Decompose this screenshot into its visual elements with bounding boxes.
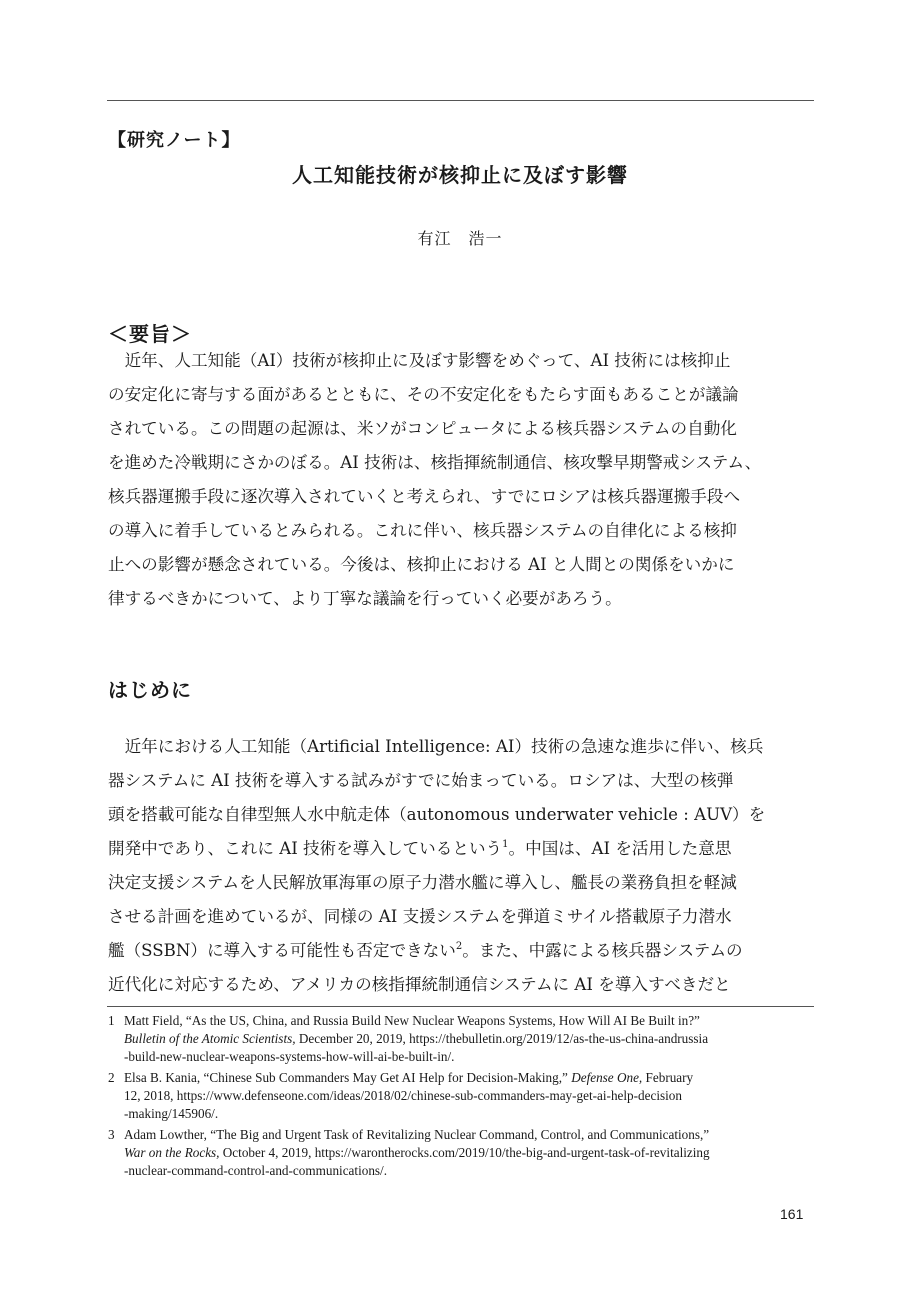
footnote-line: Adam Lowther, “The Big and Urgent Task of Revitalizing Nuclear Command, Control, and Communications,” [124, 1127, 710, 1142]
intro-line [108, 934, 814, 968]
footnote-url-tail[interactable]: -nuclear-command-control-and-communications/. [124, 1163, 388, 1178]
abstract-line: 近年、人工知能（AI）技術が核抑止に及ぼす影響をめぐって、AI 技術には核抑止 [124, 351, 731, 370]
footnote-number: 2 [108, 1070, 115, 1085]
page-number: 161 [780, 1206, 804, 1222]
intro-body [108, 730, 814, 1002]
article-title: 人工知能技術が核抑止に及ぼす影響 [292, 163, 628, 187]
intro-line-text: 艦（SSBN）に導入する可能性も否定できない [108, 941, 456, 960]
footnote-ref-1[interactable]: 1 [502, 839, 509, 850]
section-tag: 【研究ノート】 [108, 130, 241, 151]
footnotes [108, 1012, 814, 1183]
abstract-body [108, 344, 814, 616]
intro-line-text: 開発中であり、これに AI 技術を導入しているという [108, 839, 503, 858]
intro-line: 器システムに AI 技術を導入する試みがすでに始まっている。ロシアは、大型の核弾 [108, 771, 734, 790]
footnote-source: Defense One, [571, 1070, 643, 1085]
intro-heading: はじめに [108, 678, 192, 702]
footnote-3 [108, 1126, 814, 1180]
intro-line: させる計画を進めているが、同様の AI 支援システムを弾道ミサイル搭載原子力潜水 [108, 907, 732, 926]
footnote-url-tail[interactable]: -build-new-nuclear-weapons-systems-how-will-ai-be-built-in/. [124, 1049, 455, 1064]
intro-line [108, 832, 814, 866]
intro-line-tail: 。中国は、AI を活用した意思 [508, 839, 732, 858]
abstract-line: を進めた冷戦期にさかのぼる。AI 技術は、核指揮統制通信、核攻撃早期警戒システム、 [108, 453, 762, 472]
footnote-ref-2[interactable]: 2 [455, 941, 463, 952]
footnote-url-tail[interactable]: -making/145906/. [124, 1106, 219, 1121]
abstract-line: 止への影響が懸念されている。今後は、核抑止における AI と人間との関係をいかに [108, 555, 735, 574]
footnote-2 [108, 1069, 814, 1123]
footnote-number: 3 [108, 1127, 115, 1142]
intro-line: 決定支援システムを人民解放軍海軍の原子力潜水艦に導入し、艦長の業務負担を軽減 [108, 873, 737, 892]
abstract-line: されている。この問題の起源は、米ソがコンピュータによる核兵器システムの自動化 [108, 419, 737, 438]
footnote-1 [108, 1012, 814, 1066]
abstract-line: の安定化に寄与する面があるとともに、その不安定化をもたらす面もあることが議論 [108, 385, 739, 404]
intro-line: 頭を搭載可能な自律型無人水中航走体（autonomous underwater vehicle : AUV）を [108, 805, 766, 824]
intro-line: 近年における人工知能（Artificial Intelligence: AI）技術の急速な進歩に伴い、核兵 [124, 737, 764, 756]
footnote-line: Elsa B. Kania, “Chinese Sub Commanders May Get AI Help for Decision-Making,” [124, 1070, 572, 1085]
intro-line: 近代化に対応するため、アメリカの核指揮統制通信システムに AI を導入すべきだと [108, 975, 731, 994]
footnote-line: Matt Field, “As the US, China, and Russia Build New Nuclear Weapons Systems, How Will AI Be Built in?” [124, 1013, 700, 1028]
footnote-url[interactable]: December 20, 2019, https://thebulletin.org/2019/12/as-the-us-china-andrussia [295, 1031, 709, 1046]
top-rule [107, 100, 814, 101]
footnote-url[interactable]: 12, 2018, https://www.defenseone.com/ideas/2018/02/chinese-sub-commanders-may-get-ai-help-decision [124, 1088, 682, 1103]
footnote-url[interactable]: October 4, 2019, https://warontherocks.com/2019/10/the-big-and-urgent-task-of-revitalizing [219, 1145, 710, 1160]
abstract-line: 律するべきかについて、より丁寧な議論を行っていく必要があろう。 [108, 589, 622, 608]
footnote-rule [107, 1006, 814, 1007]
footnote-date: February [642, 1070, 694, 1085]
abstract-line: の導入に着手しているとみられる。これに伴い、核兵器システムの自律化による核抑 [108, 521, 737, 540]
abstract-heading: ＜要旨＞ [108, 322, 192, 346]
footnote-source: Bulletin of the Atomic Scientists, [124, 1031, 296, 1046]
footnote-number: 1 [108, 1013, 115, 1028]
footnote-source: War on the Rocks, [124, 1145, 220, 1160]
abstract-line: 核兵器運搬手段に逐次導入されていくと考えられ、すでにロシアは核兵器運搬手段へ [108, 487, 741, 506]
intro-line-tail: 。また、中露による核兵器システムの [462, 941, 743, 960]
author-name: 有江 浩一 [417, 229, 503, 248]
